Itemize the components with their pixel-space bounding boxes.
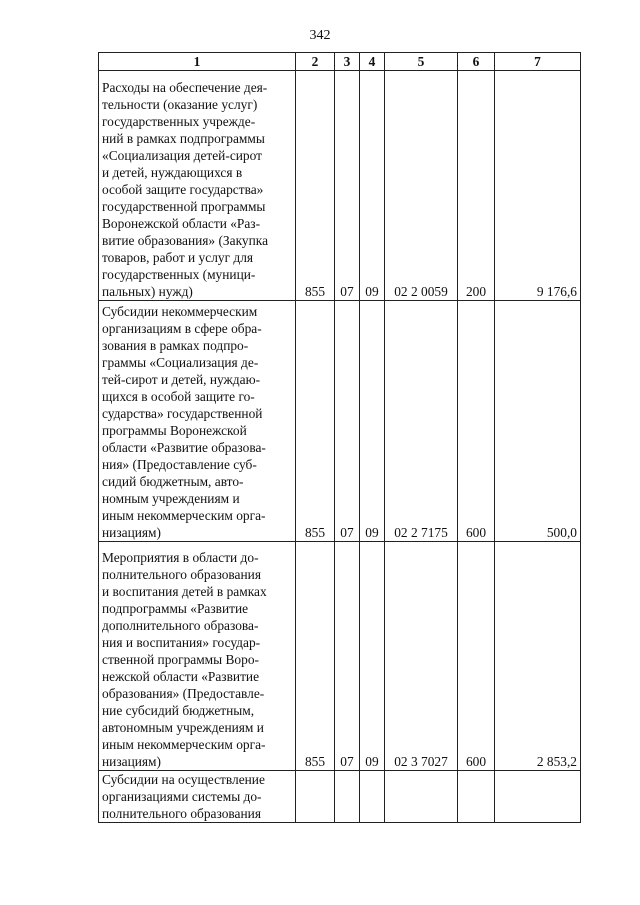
column-header-1: 1 xyxy=(99,53,296,71)
subsection-code: 09 xyxy=(360,71,385,301)
table-row xyxy=(99,71,581,301)
table-row xyxy=(99,542,581,771)
subsection-code: 09 xyxy=(360,542,385,771)
table-row xyxy=(99,771,581,823)
section-code: 07 xyxy=(335,71,360,301)
column-header-4: 4 xyxy=(360,53,385,71)
ministry-code: 855 xyxy=(296,301,335,542)
ministry-code: 855 xyxy=(296,71,335,301)
section-code: 07 xyxy=(335,542,360,771)
section-code: 07 xyxy=(335,301,360,542)
column-header-7: 7 xyxy=(495,53,581,71)
page-number: 342 xyxy=(309,28,331,43)
amount: 9 176,6 xyxy=(495,71,581,301)
row-description: Субсидии на осуществление организациями системы до- полнительного образования xyxy=(99,771,296,823)
header-row xyxy=(99,53,581,71)
table-row xyxy=(99,301,581,542)
row-description: Расходы на обеспечение дея- тельности (оказание услуг) государственных учрежде- ний в рамках подпрограммы «Социализация детей-сирот и детей, нуждающихся в особой защите государства» государственной программы Воронежской области «Раз- витие образования» (Закупка товаров, работ и услуг для государственных (муници- пальных) нужд) xyxy=(99,71,296,301)
target-code: 02 3 7027 xyxy=(385,542,458,771)
amount: 2 853,2 xyxy=(495,542,581,771)
ministry-code xyxy=(296,771,335,823)
subsection-code xyxy=(360,771,385,823)
amount: 500,0 xyxy=(495,301,581,542)
budget-table xyxy=(98,52,581,823)
subsection-code: 09 xyxy=(360,301,385,542)
target-code xyxy=(385,771,458,823)
column-header-2: 2 xyxy=(296,53,335,71)
column-header-6: 6 xyxy=(458,53,495,71)
column-header-5: 5 xyxy=(385,53,458,71)
expense-type-code: 600 xyxy=(458,301,495,542)
row-description: Субсидии некоммерческим организациям в сфере обра- зования в рамках подпро- граммы «Социализация де- тей-сирот и детей, нуждаю- щихся в особой защите го- сударства» государственной программы Воронежской области «Развитие образова- ния» (Предоставление суб- сидий бюджетным, авто- номным учреждениям и иным некоммерческим орга- низациям) xyxy=(99,301,296,542)
row-description: Мероприятия в области до- полнительного образования и воспитания детей в рамках подпрограммы «Развитие дополнительного образова- ния и воспитания» государ- ственной программы Воро- нежской области «Развитие образования» (Предоставле- ние субсидий бюджетным, автономным учреждениям и иным некоммерческим орга- низациям) xyxy=(99,542,296,771)
target-code: 02 2 7175 xyxy=(385,301,458,542)
amount xyxy=(495,771,581,823)
expense-type-code xyxy=(458,771,495,823)
expense-type-code: 600 xyxy=(458,542,495,771)
expense-type-code: 200 xyxy=(458,71,495,301)
ministry-code: 855 xyxy=(296,542,335,771)
target-code: 02 2 0059 xyxy=(385,71,458,301)
section-code xyxy=(335,771,360,823)
column-header-3: 3 xyxy=(335,53,360,71)
